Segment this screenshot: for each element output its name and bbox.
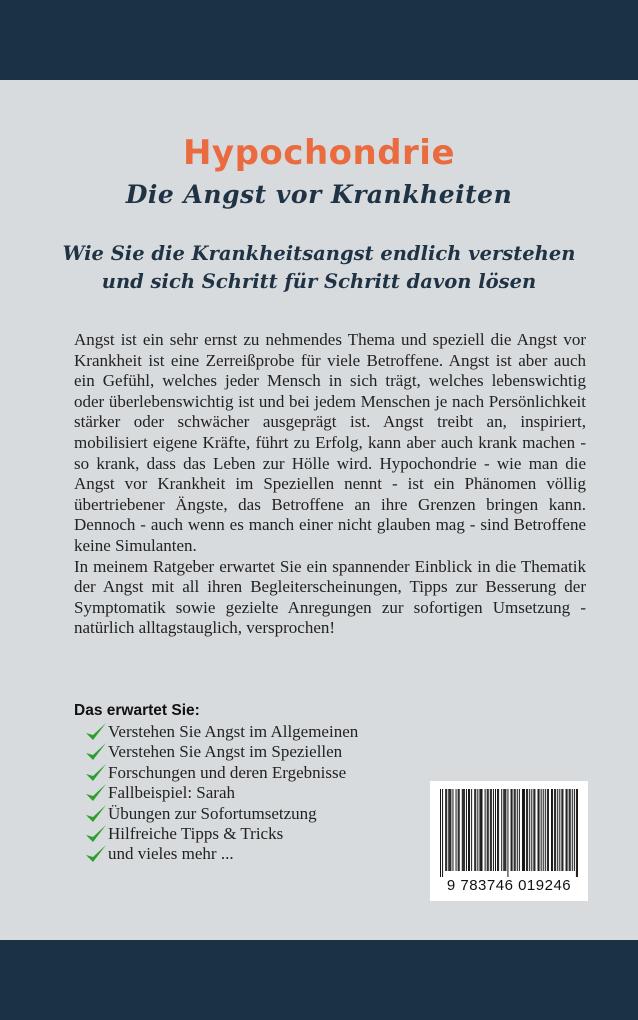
book-title: Hypochondrie [182,133,456,173]
bottom-band [0,940,638,1020]
barcode-bars-icon [440,789,578,877]
barcode [430,781,588,901]
benefits-heading: Das erwartet Sie: [74,702,200,719]
list-item [74,742,414,762]
list-item [74,783,414,803]
check-icon [84,741,108,763]
top-band [0,0,638,80]
check-icon [84,782,108,804]
check-icon [84,823,108,845]
list-item-label: Übungen zur Sofortumsetzung [108,803,317,823]
check-icon [84,843,108,865]
list-item [74,804,414,824]
list-item [74,722,414,742]
isbn-number: 9 783746 019246 [446,877,572,894]
check-icon [84,762,108,784]
check-icon [84,803,108,825]
list-item [74,844,414,864]
check-icon [84,721,108,743]
tagline [0,240,638,296]
list-item-label: und vieles mehr ... [108,844,234,864]
list-item-label: Forschungen und deren Ergebnisse [108,762,347,782]
list-item-label: Verstehen Sie Angst im Speziellen [108,742,343,762]
benefits-list [74,702,414,865]
list-item-label: Verstehen Sie Angst im Allgemeinen [108,722,359,741]
blurb-paragraph-1: Angst ist ein sehr ernst zu nehmendes Thema und speziell die Angst vor Krankheit ist eine Zerreißprobe für viele Betroffene. Angst ist aber auch ein Gefühl, welches jeder Mensch in sich trägt, welches lebenswichtig oder überlebenswichtig ist und bei jedem Menschen je nach Persönlichkeit stärker oder schwächer ausgeprägt ist. Angst treibt an, inspiriert, mobilisiert eigene Kräfte, führt zu Erfolg, kann aber auch krank machen - so krank, dass das Leben zur Hölle wird. Hypochondrie - wie man die Angst vor Krankheit im Speziellen nennt - ist ein Phänomen völlig übertriebener Ängste, das Betroffene an ihre Grenzen bringen kann. Dennoch - auch wenn es manch einer nicht glauben mag - sind Betroffene keine Simulanten. [74,330,586,555]
blurb-paragraph-2: In meinem Ratgeber erwartet Sie ein spannender Einblick in die Thematik der Angst mit all ihren Begleiterscheinungen, Tipps zur Besserung der Symptomatik sowie gezielte Anregungen zur sofortigen Umsetzung - natürlich alltagstauglich, versprochen! [74,556,586,638]
list-item-label: Hilfreiche Tipps & Tricks [108,823,284,843]
blurb [74,330,586,639]
list-item [74,763,414,783]
tagline-line-2: und sich Schritt für Schritt davon lösen [101,270,537,293]
book-subtitle: Die Angst vor Krankheiten [125,180,513,209]
list-item [74,824,414,844]
tagline-line-1: Wie Sie die Krankheitsangst endlich verstehen [62,242,576,265]
list-item-label: Fallbeispiel: Sarah [108,783,236,803]
